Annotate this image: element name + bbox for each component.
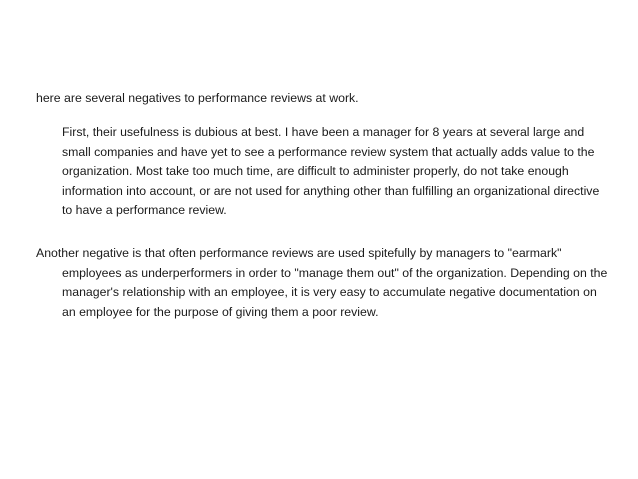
intro-line: here are several negatives to performance reviews at work. [36,91,359,105]
paragraph-spiteful-use: Another negative is that often performance reviews are used spitefully by managers to "earmark" employees as underperformers in order to "manage them out" of the organization. Depending on the manager's relationship with an employee, it is very easy to accumulate negative documentation on an employee for the purpose of giving them a poor review. [36,246,608,319]
paragraph-usefulness: First, their usefulness is dubious at best. I have been a manager for 8 years at several large and small companies and have yet to see a performance review system that actually adds value to the organization. Most take too much time, are difficult to administer properly, do not take enough information into account, or are not used for anything other than fulfilling an organizational directive to have a performance review. [62,125,600,218]
